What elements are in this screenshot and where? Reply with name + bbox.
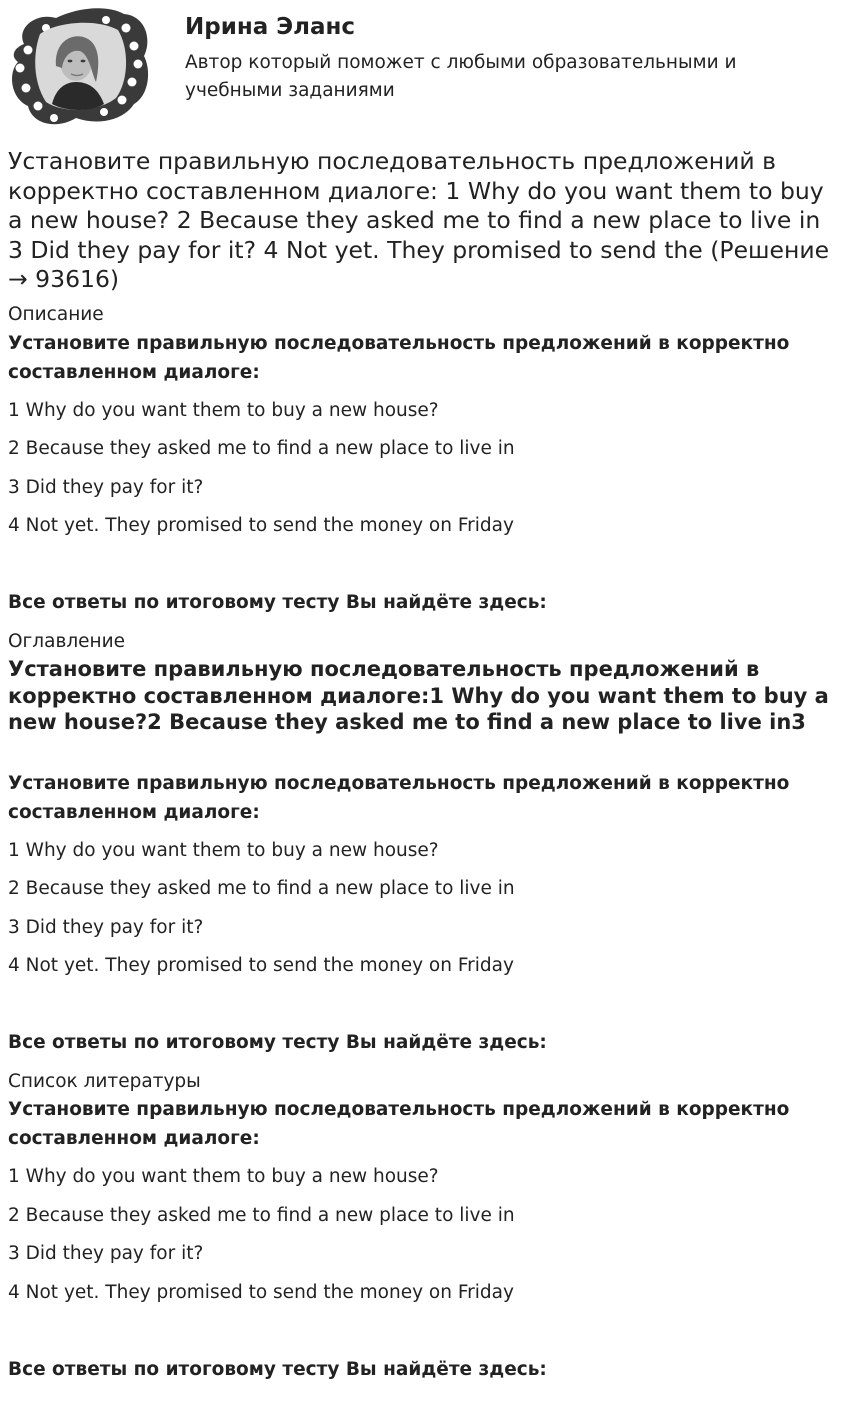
page-title: Установите правильную последовательность предложений в корректно составленном диалоге: 1 Why do you want them to buy a new house? 2 Because they asked me to find a new place to live in 3 Did they pay for it? 4 Not yet. They promised to send the (Решение → 93616) xyxy=(8,147,830,293)
author-avatar[interactable] xyxy=(6,6,152,128)
dialogue-line: 2 Because they asked me to find a new place to live in xyxy=(8,1205,515,1226)
answers-note: Все ответы по итоговому тесту Вы найдёте здесь: xyxy=(8,1359,547,1380)
dialogue-line: 1 Why do you want them to buy a new house? xyxy=(8,840,439,861)
dialogue-line: 1 Why do you want them to buy a new house? xyxy=(8,1166,439,1187)
task-statement: Установите правильную последовательность предложений в корректно составленном диалоге: xyxy=(8,333,790,383)
dialogue-line: 4 Not yet. They promised to send the money on Friday xyxy=(8,515,514,536)
answers-note: Все ответы по итоговому тесту Вы найдёте здесь: xyxy=(8,1032,547,1053)
dialogue-line: 1 Why do you want them to buy a new house? xyxy=(8,400,439,421)
dialogue-line: 2 Because they asked me to find a new place to live in xyxy=(8,878,515,899)
dialogue-line: 4 Not yet. They promised to send the money on Friday xyxy=(8,1282,514,1303)
section-label-contents: Оглавление xyxy=(8,631,126,652)
task-statement: Установите правильную последовательность предложений в корректно составленном диалоге: xyxy=(8,1099,790,1149)
dialogue-line: 3 Did they pay for it? xyxy=(8,477,204,498)
dialogue-line: 3 Did they pay for it? xyxy=(8,1243,204,1264)
dialogue-line: 4 Not yet. They promised to send the money on Friday xyxy=(8,955,514,976)
contents-heading: Установите правильную последовательность предложений в корректно составленном диалоге:1 Why do you want them to buy a new house?2 Because they asked me to find a new place to live in3 xyxy=(8,657,829,734)
section-label-description: Описание xyxy=(8,304,104,325)
section-label-references: Список литературы xyxy=(8,1071,201,1092)
dialogue-line: 2 Because they asked me to find a new place to live in xyxy=(8,438,515,459)
task-statement: Установите правильную последовательность предложений в корректно составленном диалоге: xyxy=(8,773,790,823)
author-header xyxy=(0,0,847,140)
answers-note: Все ответы по итоговому тесту Вы найдёте здесь: xyxy=(8,592,547,613)
dialogue-line: 3 Did they pay for it? xyxy=(8,917,204,938)
author-description: Автор который поможет с любыми образовательными и учебными заданиями xyxy=(185,52,737,101)
author-name[interactable]: Ирина Эланс xyxy=(185,14,356,40)
